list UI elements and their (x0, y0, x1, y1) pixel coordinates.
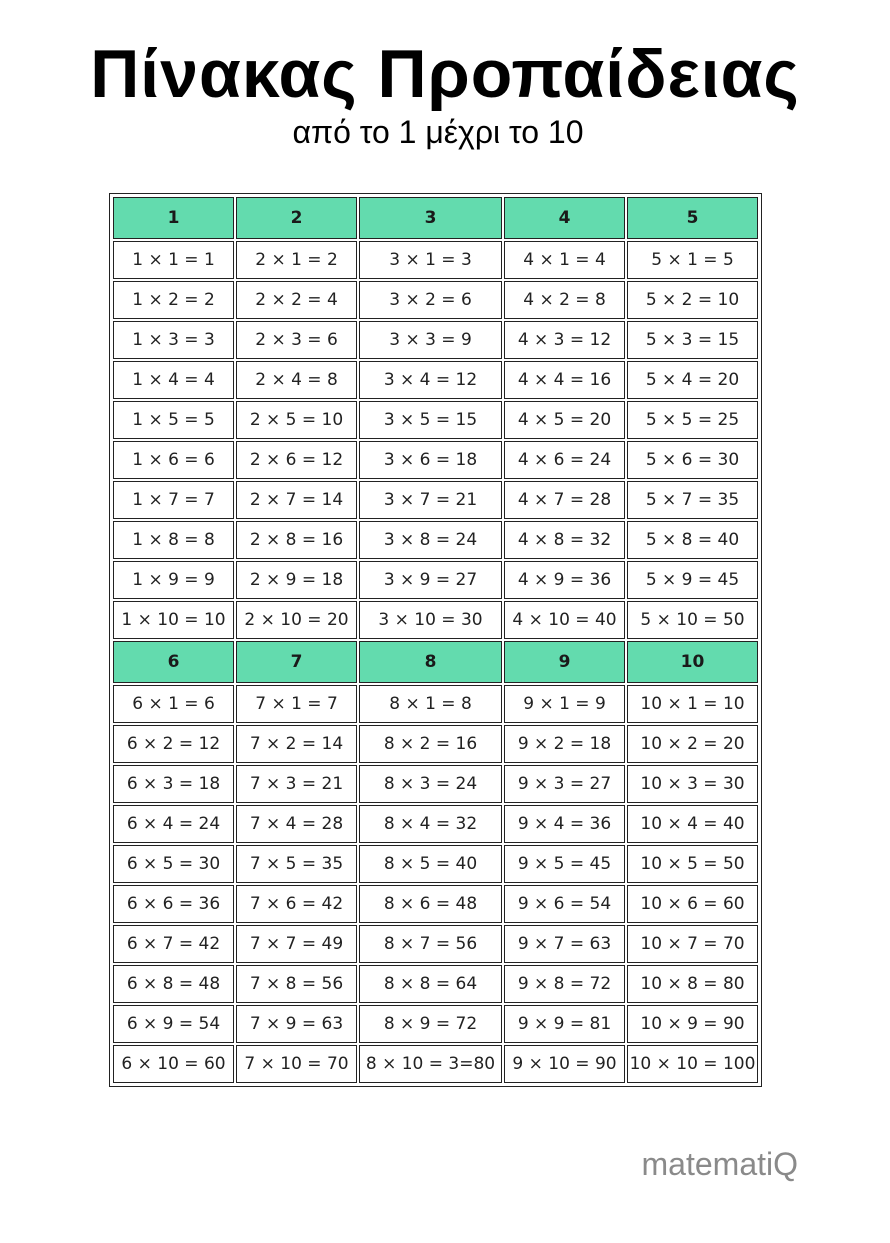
multiplication-cell: 3 × 3 = 9 (359, 321, 502, 359)
multiplication-cell: 5 × 10 = 50 (627, 601, 758, 639)
multiplication-cell: 7 × 1 = 7 (236, 685, 357, 723)
multiplication-cell: 7 × 6 = 42 (236, 885, 357, 923)
multiplication-cell: 5 × 9 = 45 (627, 561, 758, 599)
multiplication-cell: 3 × 6 = 18 (359, 441, 502, 479)
multiplication-cell: 7 × 10 = 70 (236, 1045, 357, 1083)
page-title: Πίνακας Προπαίδειας (90, 36, 800, 112)
table-row (113, 401, 758, 439)
multiplication-cell: 4 × 6 = 24 (504, 441, 625, 479)
multiplication-cell: 10 × 3 = 30 (627, 765, 758, 803)
multiplication-cell: 10 × 1 = 10 (627, 685, 758, 723)
table-row (113, 845, 758, 883)
multiplication-cell: 9 × 10 = 90 (504, 1045, 625, 1083)
table-row (113, 965, 758, 1003)
multiplication-cell: 5 × 6 = 30 (627, 441, 758, 479)
multiplication-cell: 6 × 7 = 42 (113, 925, 234, 963)
multiplication-cell: 5 × 4 = 20 (627, 361, 758, 399)
multiplication-cell: 3 × 5 = 15 (359, 401, 502, 439)
multiplication-cell: 4 × 2 = 8 (504, 281, 625, 319)
multiplication-cell: 6 × 3 = 18 (113, 765, 234, 803)
column-header: 3 (359, 197, 502, 239)
table-row (113, 725, 758, 763)
multiplication-cell: 8 × 7 = 56 (359, 925, 502, 963)
multiplication-cell: 6 × 10 = 60 (113, 1045, 234, 1083)
multiplication-cell: 7 × 9 = 63 (236, 1005, 357, 1043)
multiplication-table-frame (109, 193, 762, 1087)
multiplication-cell: 10 × 9 = 90 (627, 1005, 758, 1043)
multiplication-cell: 5 × 3 = 15 (627, 321, 758, 359)
multiplication-cell: 6 × 9 = 54 (113, 1005, 234, 1043)
multiplication-cell: 9 × 1 = 9 (504, 685, 625, 723)
multiplication-cell: 8 × 9 = 72 (359, 1005, 502, 1043)
table-body (113, 197, 758, 1083)
multiplication-cell: 1 × 8 = 8 (113, 521, 234, 559)
multiplication-cell: 7 × 2 = 14 (236, 725, 357, 763)
multiplication-cell: 8 × 8 = 64 (359, 965, 502, 1003)
multiplication-cell: 9 × 8 = 72 (504, 965, 625, 1003)
multiplication-cell: 1 × 7 = 7 (113, 481, 234, 519)
column-header: 2 (236, 197, 357, 239)
multiplication-cell: 5 × 5 = 25 (627, 401, 758, 439)
multiplication-table (111, 195, 760, 1085)
table-row (113, 1045, 758, 1083)
multiplication-cell: 10 × 6 = 60 (627, 885, 758, 923)
multiplication-cell: 8 × 10 = 3=80 (359, 1045, 502, 1083)
column-header: 4 (504, 197, 625, 239)
multiplication-cell: 8 × 2 = 16 (359, 725, 502, 763)
table-row (113, 1005, 758, 1043)
multiplication-cell: 2 × 3 = 6 (236, 321, 357, 359)
table-header-row (113, 197, 758, 239)
multiplication-cell: 9 × 3 = 27 (504, 765, 625, 803)
table-row (113, 281, 758, 319)
multiplication-cell: 7 × 5 = 35 (236, 845, 357, 883)
multiplication-cell: 6 × 4 = 24 (113, 805, 234, 843)
column-header: 10 (627, 641, 758, 683)
multiplication-cell: 7 × 8 = 56 (236, 965, 357, 1003)
multiplication-cell: 10 × 2 = 20 (627, 725, 758, 763)
multiplication-cell: 2 × 4 = 8 (236, 361, 357, 399)
multiplication-cell: 4 × 5 = 20 (504, 401, 625, 439)
multiplication-cell: 7 × 7 = 49 (236, 925, 357, 963)
multiplication-cell: 7 × 4 = 28 (236, 805, 357, 843)
multiplication-cell: 3 × 2 = 6 (359, 281, 502, 319)
multiplication-cell: 5 × 7 = 35 (627, 481, 758, 519)
multiplication-cell: 6 × 1 = 6 (113, 685, 234, 723)
multiplication-cell: 8 × 5 = 40 (359, 845, 502, 883)
multiplication-cell: 1 × 4 = 4 (113, 361, 234, 399)
multiplication-cell: 8 × 6 = 48 (359, 885, 502, 923)
multiplication-cell: 1 × 9 = 9 (113, 561, 234, 599)
multiplication-cell: 2 × 2 = 4 (236, 281, 357, 319)
column-header: 6 (113, 641, 234, 683)
multiplication-cell: 5 × 8 = 40 (627, 521, 758, 559)
multiplication-cell: 4 × 9 = 36 (504, 561, 625, 599)
multiplication-cell: 9 × 4 = 36 (504, 805, 625, 843)
multiplication-cell: 6 × 8 = 48 (113, 965, 234, 1003)
multiplication-cell: 1 × 1 = 1 (113, 241, 234, 279)
multiplication-cell: 2 × 7 = 14 (236, 481, 357, 519)
multiplication-cell: 8 × 1 = 8 (359, 685, 502, 723)
table-row (113, 361, 758, 399)
table-row (113, 521, 758, 559)
multiplication-cell: 9 × 6 = 54 (504, 885, 625, 923)
multiplication-cell: 9 × 5 = 45 (504, 845, 625, 883)
multiplication-cell: 4 × 8 = 32 (504, 521, 625, 559)
column-header: 8 (359, 641, 502, 683)
multiplication-cell: 2 × 9 = 18 (236, 561, 357, 599)
multiplication-cell: 10 × 7 = 70 (627, 925, 758, 963)
multiplication-cell: 9 × 7 = 63 (504, 925, 625, 963)
table-row (113, 805, 758, 843)
table-row (113, 601, 758, 639)
multiplication-cell: 3 × 1 = 3 (359, 241, 502, 279)
multiplication-cell: 8 × 3 = 24 (359, 765, 502, 803)
page-subtitle: από το 1 μέχρι το 10 (292, 114, 584, 150)
multiplication-cell: 3 × 10 = 30 (359, 601, 502, 639)
multiplication-cell: 2 × 5 = 10 (236, 401, 357, 439)
multiplication-cell: 7 × 3 = 21 (236, 765, 357, 803)
column-header: 1 (113, 197, 234, 239)
multiplication-cell: 10 × 8 = 80 (627, 965, 758, 1003)
multiplication-cell: 6 × 2 = 12 (113, 725, 234, 763)
multiplication-cell: 4 × 7 = 28 (504, 481, 625, 519)
table-row (113, 441, 758, 479)
table-row (113, 561, 758, 599)
multiplication-cell: 4 × 10 = 40 (504, 601, 625, 639)
multiplication-cell: 1 × 10 = 10 (113, 601, 234, 639)
table-row (113, 685, 758, 723)
table-row (113, 241, 758, 279)
table-row (113, 481, 758, 519)
multiplication-cell: 5 × 1 = 5 (627, 241, 758, 279)
multiplication-cell: 4 × 4 = 16 (504, 361, 625, 399)
multiplication-cell: 2 × 8 = 16 (236, 521, 357, 559)
multiplication-cell: 1 × 6 = 6 (113, 441, 234, 479)
multiplication-cell: 1 × 2 = 2 (113, 281, 234, 319)
column-header: 9 (504, 641, 625, 683)
multiplication-cell: 1 × 3 = 3 (113, 321, 234, 359)
table-row (113, 885, 758, 923)
table-row (113, 765, 758, 803)
multiplication-cell: 3 × 9 = 27 (359, 561, 502, 599)
multiplication-cell: 2 × 10 = 20 (236, 601, 357, 639)
multiplication-cell: 3 × 7 = 21 (359, 481, 502, 519)
multiplication-cell: 9 × 9 = 81 (504, 1005, 625, 1043)
table-row (113, 925, 758, 963)
multiplication-cell: 3 × 8 = 24 (359, 521, 502, 559)
table-row (113, 321, 758, 359)
column-header: 7 (236, 641, 357, 683)
multiplication-cell: 10 × 4 = 40 (627, 805, 758, 843)
multiplication-cell: 1 × 5 = 5 (113, 401, 234, 439)
multiplication-cell: 2 × 1 = 2 (236, 241, 357, 279)
table-header-row (113, 641, 758, 683)
multiplication-cell: 5 × 2 = 10 (627, 281, 758, 319)
multiplication-cell: 6 × 5 = 30 (113, 845, 234, 883)
multiplication-cell: 4 × 1 = 4 (504, 241, 625, 279)
multiplication-cell: 2 × 6 = 12 (236, 441, 357, 479)
column-header: 5 (627, 197, 758, 239)
multiplication-cell: 10 × 10 = 100 (627, 1045, 758, 1083)
brand-watermark: matematiQ (641, 1146, 798, 1182)
multiplication-cell: 3 × 4 = 12 (359, 361, 502, 399)
multiplication-cell: 6 × 6 = 36 (113, 885, 234, 923)
multiplication-cell: 9 × 2 = 18 (504, 725, 625, 763)
multiplication-cell: 8 × 4 = 32 (359, 805, 502, 843)
multiplication-cell: 10 × 5 = 50 (627, 845, 758, 883)
multiplication-cell: 4 × 3 = 12 (504, 321, 625, 359)
